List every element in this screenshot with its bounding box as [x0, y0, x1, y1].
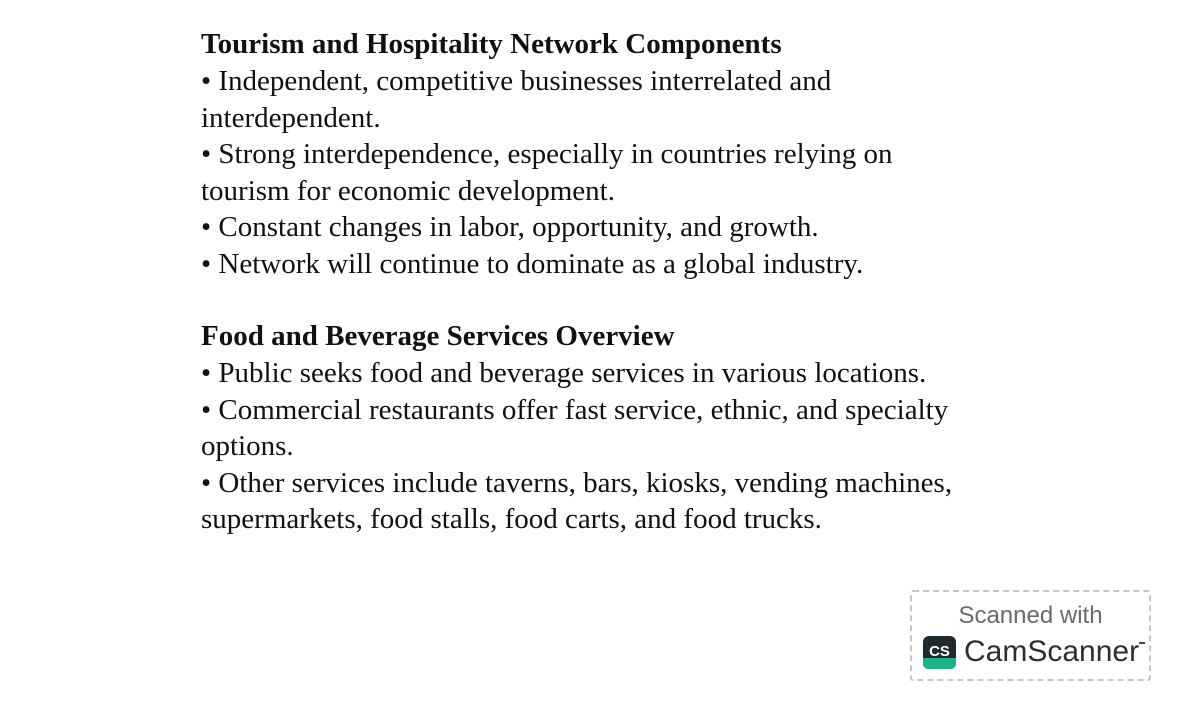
- document-page: [201, 26, 1061, 538]
- watermark-caption: Scanned with: [958, 602, 1103, 629]
- section-tourism-hospitality: [201, 26, 1061, 282]
- list-item: • Commercial restaurants offer fast service, ethnic, and specialty options.: [201, 393, 949, 462]
- list-item: • Public seeks food and beverage services in various locations.: [201, 357, 927, 389]
- logo-text: CS: [929, 643, 950, 660]
- list-item: • Strong interdependence, especially in countries relying on tourism for economic development.: [201, 138, 893, 207]
- watermark-brand: CamScanner: [964, 635, 1140, 668]
- section-title: Food and Beverage Services Overview: [201, 320, 675, 352]
- trademark-mark: [1139, 642, 1145, 644]
- list-item: • Constant changes in labor, opportunity, and growth.: [201, 211, 819, 243]
- camscanner-logo-icon: [923, 636, 956, 669]
- section-title: Tourism and Hospitality Network Components: [201, 28, 782, 60]
- list-item: • Other services include taverns, bars, kiosks, vending machines, supermarkets, food stalls, food carts, and food trucks.: [201, 466, 953, 535]
- section-food-beverage: [201, 318, 1061, 538]
- list-item: • Network will continue to dominate as a global industry.: [201, 247, 864, 280]
- list-item: • Independent, competitive businesses interrelated and interdependent.: [201, 65, 832, 134]
- bullet-list: [201, 355, 1061, 538]
- camscanner-watermark: [910, 590, 1151, 681]
- bullet-list: [201, 63, 1061, 282]
